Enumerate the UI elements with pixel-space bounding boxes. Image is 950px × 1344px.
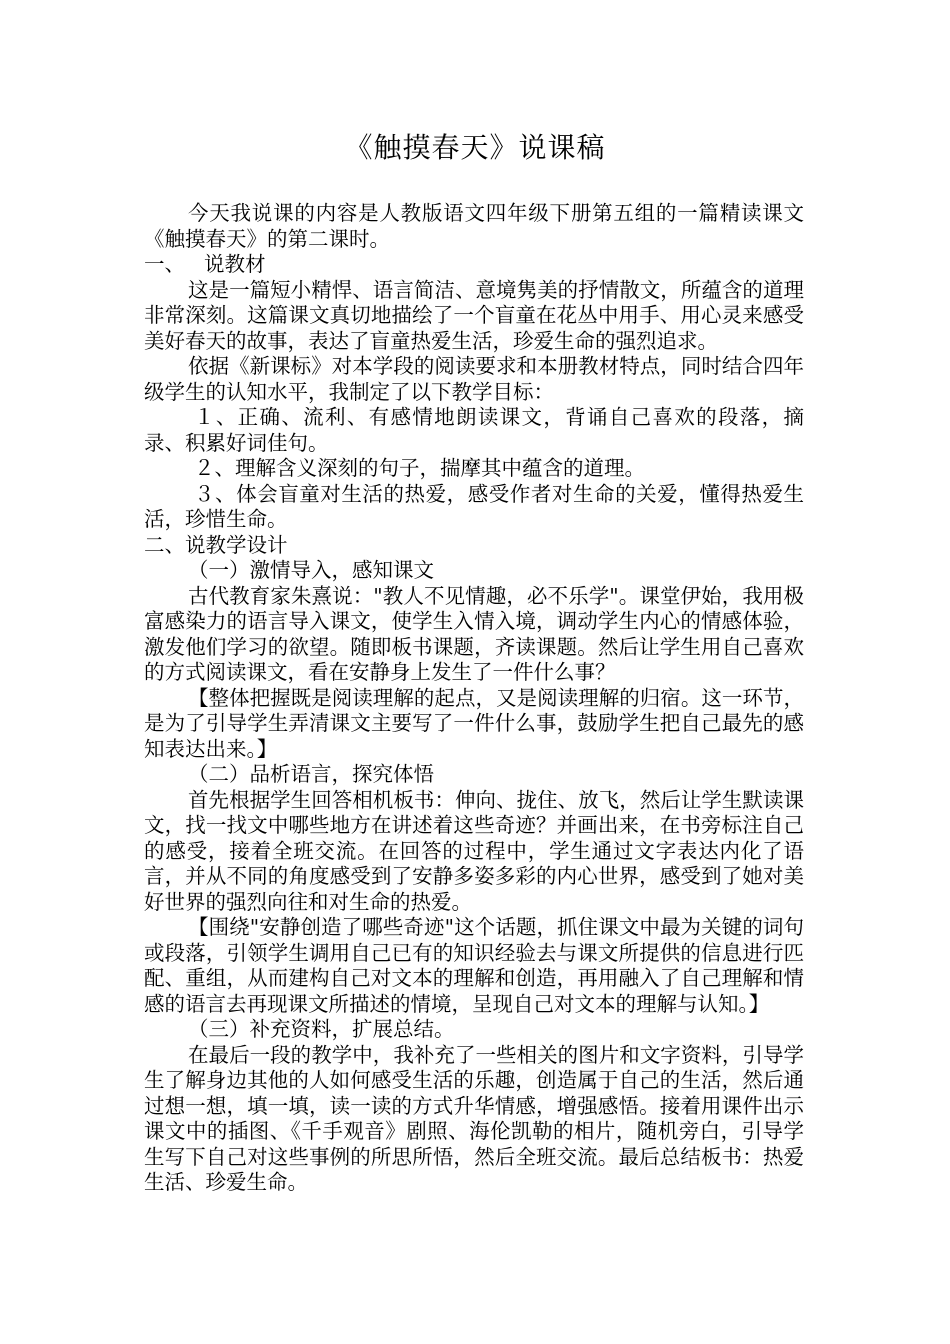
goal-item-2: ２、理解含义深刻的句子，揣摩其中蕴含的道理。 [194, 456, 645, 480]
section1-heading [144, 252, 804, 278]
part1-note: 【整体把握既是阅读理解的起点，又是阅读理解的归宿。这一环节，是为了引导学生弄清课文主要写了一件什么事，鼓励学生把自己最先的感知表达出来。】 [144, 685, 804, 761]
part2-paragraph: 首先根据学生回答相机板书：伸向、拢住、放飞，然后让学生默读课文，找一找文中哪些地方在讲述着这些奇迹？并画出来，在书旁标注自己的感受，接着全班交流。在回答的过程中，学生通过文字表达内化了语言，并从不同的角度感受到了安静多姿多彩的内心世界，感受到了她对美好世界的强烈向往和对生命的热爱。 [144, 787, 804, 914]
goal-item-1: １、正确、流利、有感情地朗读课文，背诵自己喜欢的段落，摘录、积累好词佳句。 [144, 405, 804, 455]
part2-heading: （二）品析语言，探究体悟 [188, 762, 434, 786]
intro-paragraph: 今天我说课的内容是人教版语文四年级下册第五组的一篇精读课文《触摸春天》的第二课时。 [144, 201, 804, 251]
document-title: 《触摸春天》说课稿 [344, 131, 606, 164]
document-body [144, 201, 804, 1196]
part3-paragraph: 在最后一段的教学中，我补充了一些相关的图片和文字资料，引导学生了解身边其他的人如何感受生活的乐趣，创造属于自己的生活，然后通过想一想，填一填，读一读的方式升华情感，增强感悟。接着用课件出示课文中的插图、《千手观音》剧照、海伦凯勒的相片，随机旁白，引导学生写下自己对这些事例的所思所悟，然后全班交流。最后总结板书：热爱生活、珍爱生命。 [144, 1042, 804, 1194]
section2-heading: 二、说教学设计 [144, 532, 288, 557]
section1-paragraph-1: 这是一篇短小精悍、语言简洁、意境隽美的抒情散文，所蕴含的道理非常深刻。这篇课文真切地描绘了一个盲童在花丛中用手、用心灵来感受美好春天的故事，表达了盲童热爱生活，珍爱生命的强烈追求。 [144, 277, 804, 353]
section1-number: 一、 [144, 252, 185, 276]
goal-item-3: ３、体会盲童对生活的热爱，感受作者对生命的关爱，懂得热爱生活，珍惜生命。 [144, 481, 804, 531]
section1-paragraph-2: 依据《新课标》对本学段的阅读要求和本册教材特点，同时结合四年级学生的认知水平，我制定了以下教学目标： [144, 354, 804, 404]
part1-heading: （一）激情导入，感知课文 [188, 558, 434, 582]
part1-paragraph: 古代教育家朱熹说："教人不见情趣，必不乐学"。课堂伊始，我用极富感染力的语言导入课文，使学生入情入境，调动学生内心的情感体验，激发他们学习的欲望。随即板书课题，齐读课题。然后让学生用自己喜欢的方式阅读课文，看在安静身上发生了一件什么事？ [144, 583, 804, 684]
part3-heading: （三）补充资料，扩展总结。 [188, 1017, 455, 1041]
section1-title: 说教材 [204, 252, 266, 276]
part2-note: 【围绕"安静创造了哪些奇迹"这个话题，抓住课文中最为关键的词句或段落，引领学生调用自己已有的知识经验去与课文所提供的信息进行匹配、重组，从而建构自己对文本的理解和创造，再用融入了自己理解和情感的语言去再现课文所描述的情境，呈现自己对文本的理解与认知。】 [144, 915, 804, 1016]
